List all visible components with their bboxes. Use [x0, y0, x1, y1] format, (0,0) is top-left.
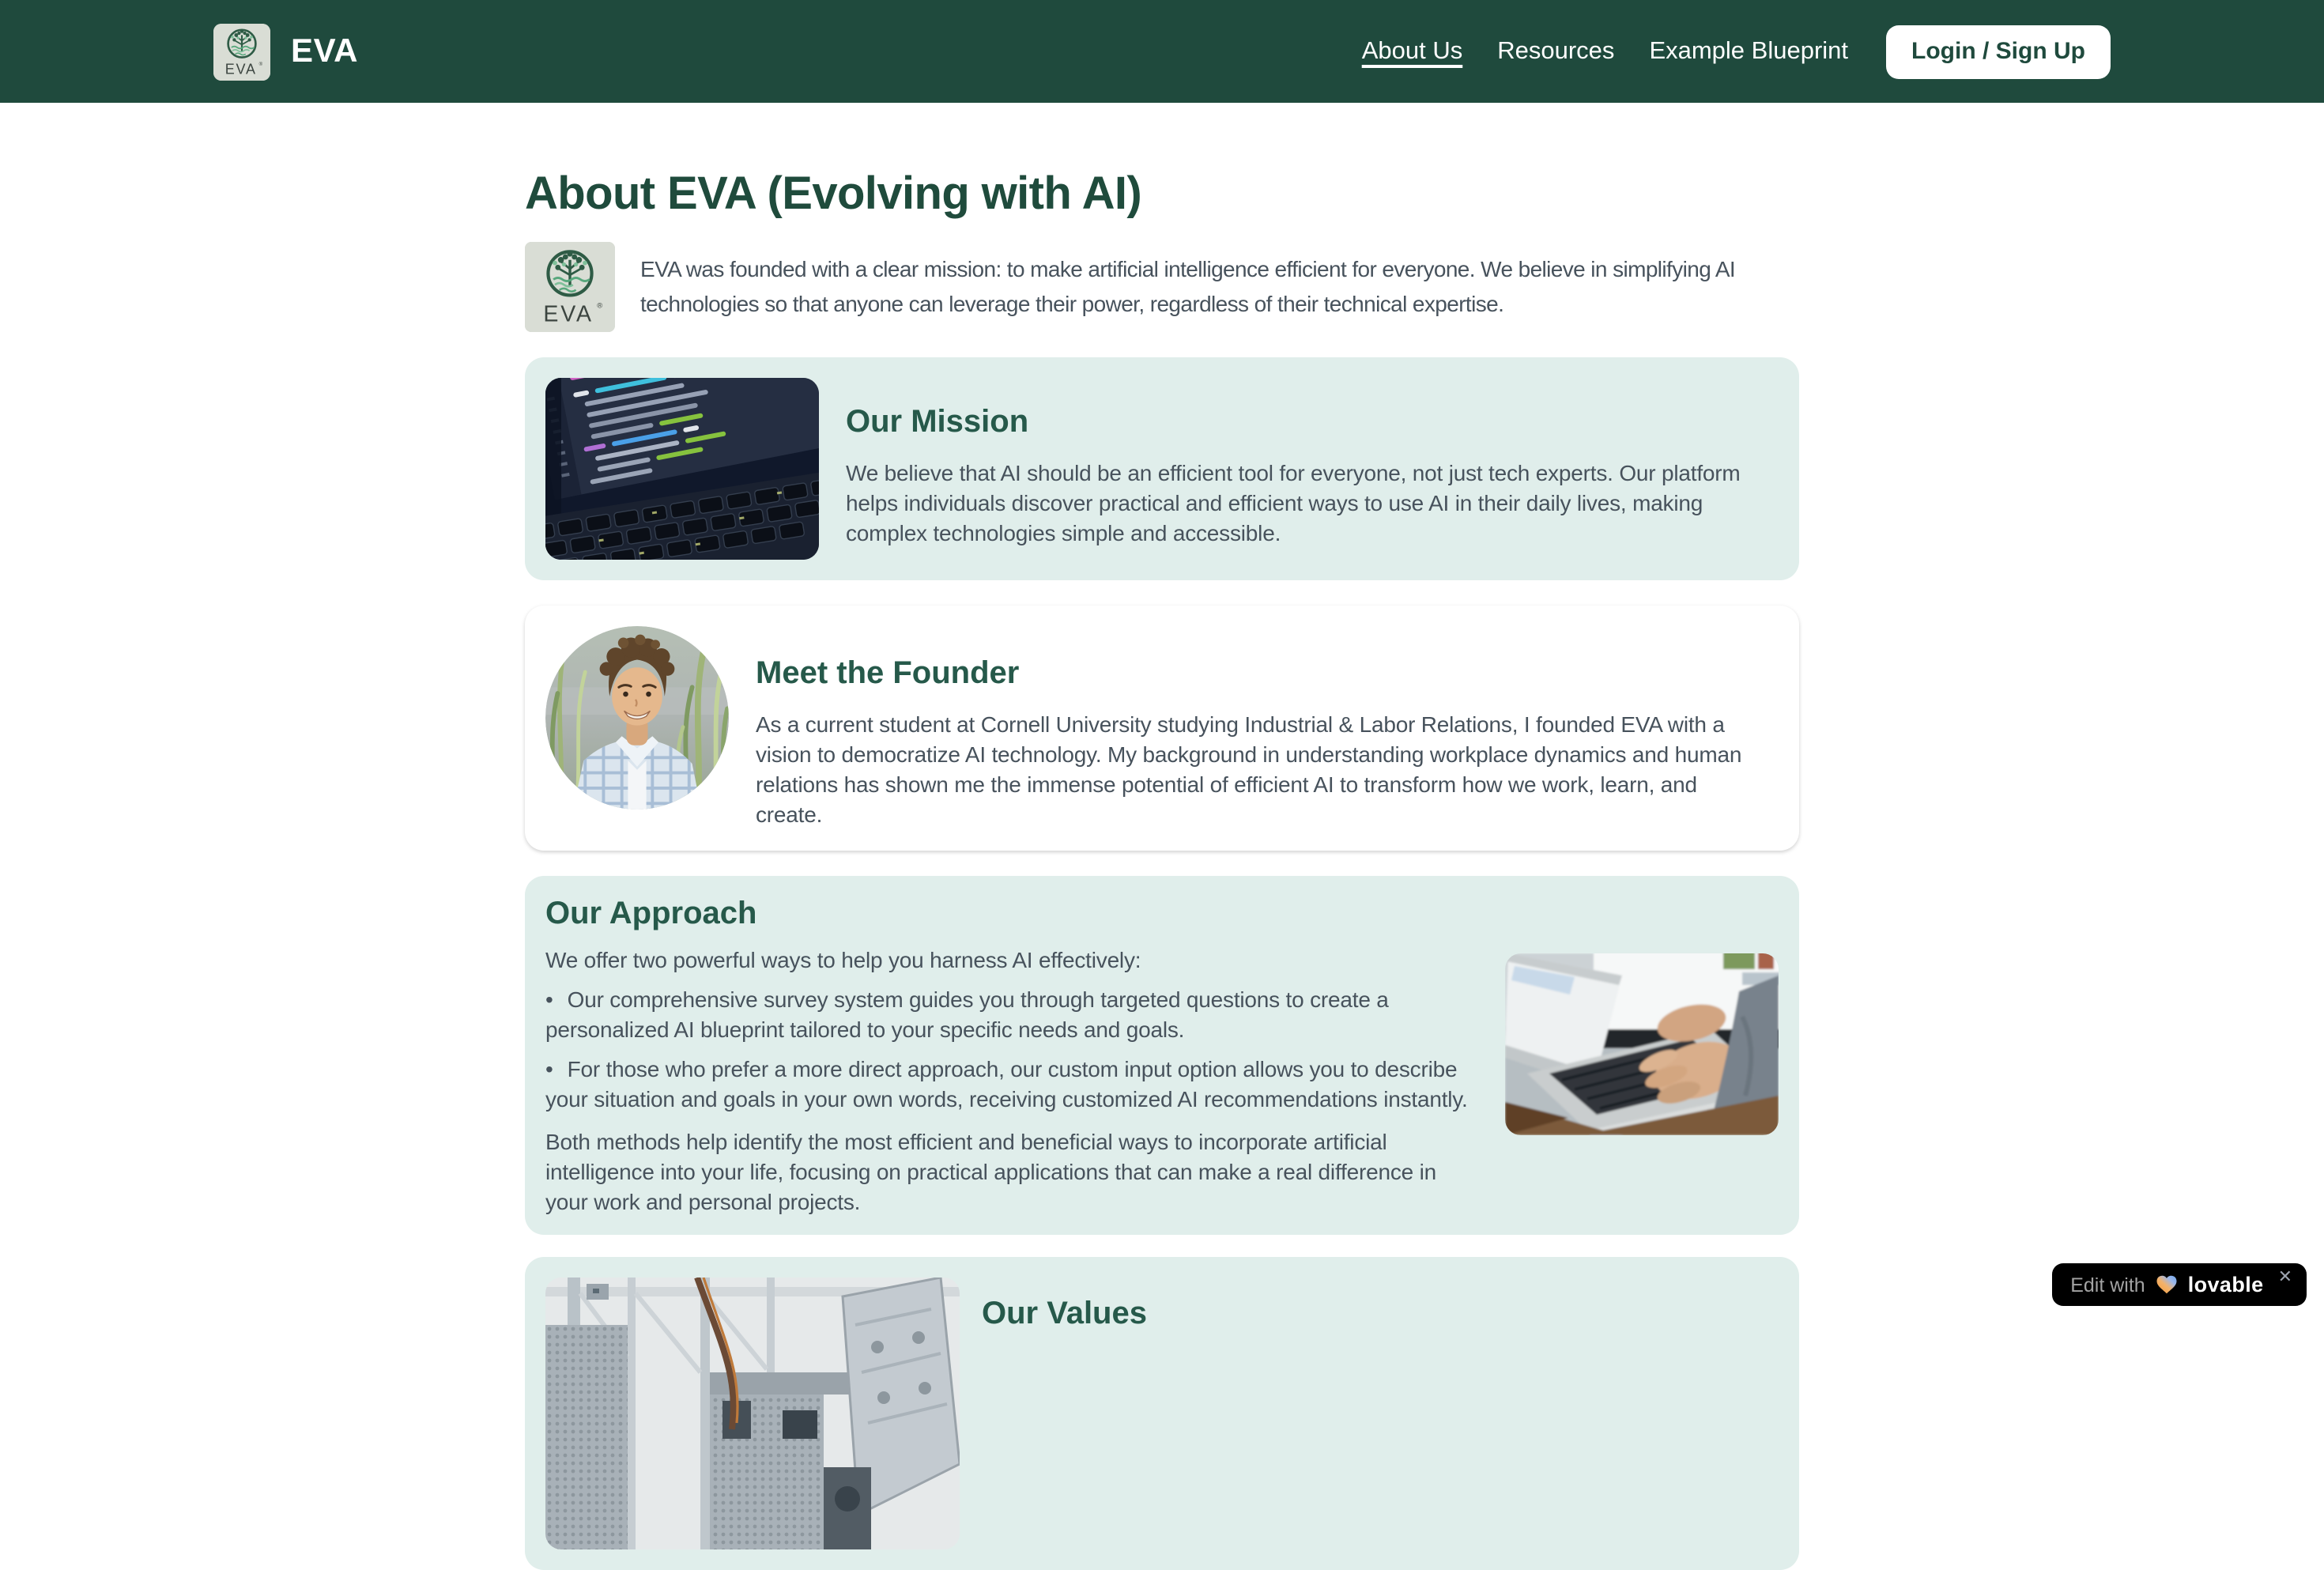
values-text-block	[982, 1278, 1147, 1549]
page-title: About EVA (Evolving with AI)	[525, 169, 1142, 220]
founder-heading: Meet the Founder	[756, 656, 1020, 691]
bullet-dot-icon: •	[545, 1056, 553, 1081]
nav-resources[interactable]: Resources	[1497, 37, 1615, 64]
badge-close-icon[interactable]: ✕	[2277, 1268, 2292, 1287]
nav-about-us[interactable]: About Us	[1361, 37, 1463, 64]
svg-text:EVA: EVA	[224, 60, 257, 77]
approach-card	[525, 876, 1799, 1235]
approach-intro: We offer two powerful ways to help you harness AI effectively:	[545, 947, 1141, 972]
approach-text-block	[545, 945, 1481, 1217]
values-card	[525, 1257, 1799, 1570]
lovable-badge[interactable]	[2051, 1263, 2307, 1306]
approach-bullet-2: • For those who prefer a more direct approach, our custom input option allows you to describe your situation and goals in your own words, receiving customized AI recommendations instantly.	[545, 1056, 1468, 1111]
eva-logo-image	[525, 242, 615, 332]
mission-body: We believe that AI should be an efficient tool for everyone, not just tech experts. Our platform helps individuals discover practical and efficient ways to use AI in their daily lives, making complex technologies simple and accessible.	[846, 460, 1741, 545]
founder-text-block	[756, 626, 1779, 830]
mission-text-block	[846, 378, 1779, 560]
header-inner	[213, 23, 2111, 80]
nav-example-blueprint[interactable]: Example Blueprint	[1649, 37, 1849, 64]
bullet-dot-icon: •	[545, 987, 553, 1012]
login-signup-button[interactable]: Login / Sign Up	[1886, 25, 2111, 78]
svg-text:®: ®	[597, 301, 603, 311]
svg-text:EVA: EVA	[543, 301, 594, 327]
main-content	[525, 103, 1799, 1570]
founder-body: As a current student at Cornell University studying Industrial & Labor Relations, I founded EVA with a vision to democratize AI technology. My background in understanding workplace dynamics and human relations has shown me the immense potential of efficient AI to transform how we work, learn, and create.	[756, 711, 1742, 827]
approach-image	[1505, 953, 1779, 1135]
mission-image	[545, 378, 819, 560]
eva-tree-logo-icon	[213, 23, 270, 80]
approach-bullet-1: • Our comprehensive survey system guides you through targeted questions to create a personalized AI blueprint tailored to your specific needs and goals.	[545, 987, 1389, 1042]
mission-heading: Our Mission	[846, 405, 1029, 440]
founder-photo	[545, 626, 729, 810]
site-header	[0, 0, 2324, 103]
brand-home-link[interactable]	[213, 23, 358, 80]
founder-card	[525, 606, 1799, 851]
brand-name: EVA	[291, 32, 359, 69]
approach-closing: Both methods help identify the most efficient and beneficial ways to incorporate artificial intelligence into your life, focusing on practical applications that can make a real difference in your work and personal projects.	[545, 1129, 1436, 1214]
main-nav	[1362, 25, 2111, 78]
approach-heading: Our Approach	[545, 896, 757, 931]
mission-card	[525, 357, 1799, 580]
intro-text: EVA was founded with a clear mission: to make artificial intelligence efficient for everyone. We believe in simplifying AI technologies so that anyone can leverage their power, regardless of their technical expertise.	[640, 256, 1736, 316]
badge-prefix: Edit with	[2070, 1274, 2145, 1296]
svg-text:®: ®	[258, 61, 263, 66]
badge-brand: lovable	[2187, 1273, 2264, 1296]
approach-body	[545, 945, 1779, 1217]
values-image	[545, 1278, 960, 1549]
values-heading: Our Values	[982, 1296, 1147, 1331]
intro-section	[525, 242, 1799, 332]
heart-icon	[2155, 1273, 2179, 1296]
